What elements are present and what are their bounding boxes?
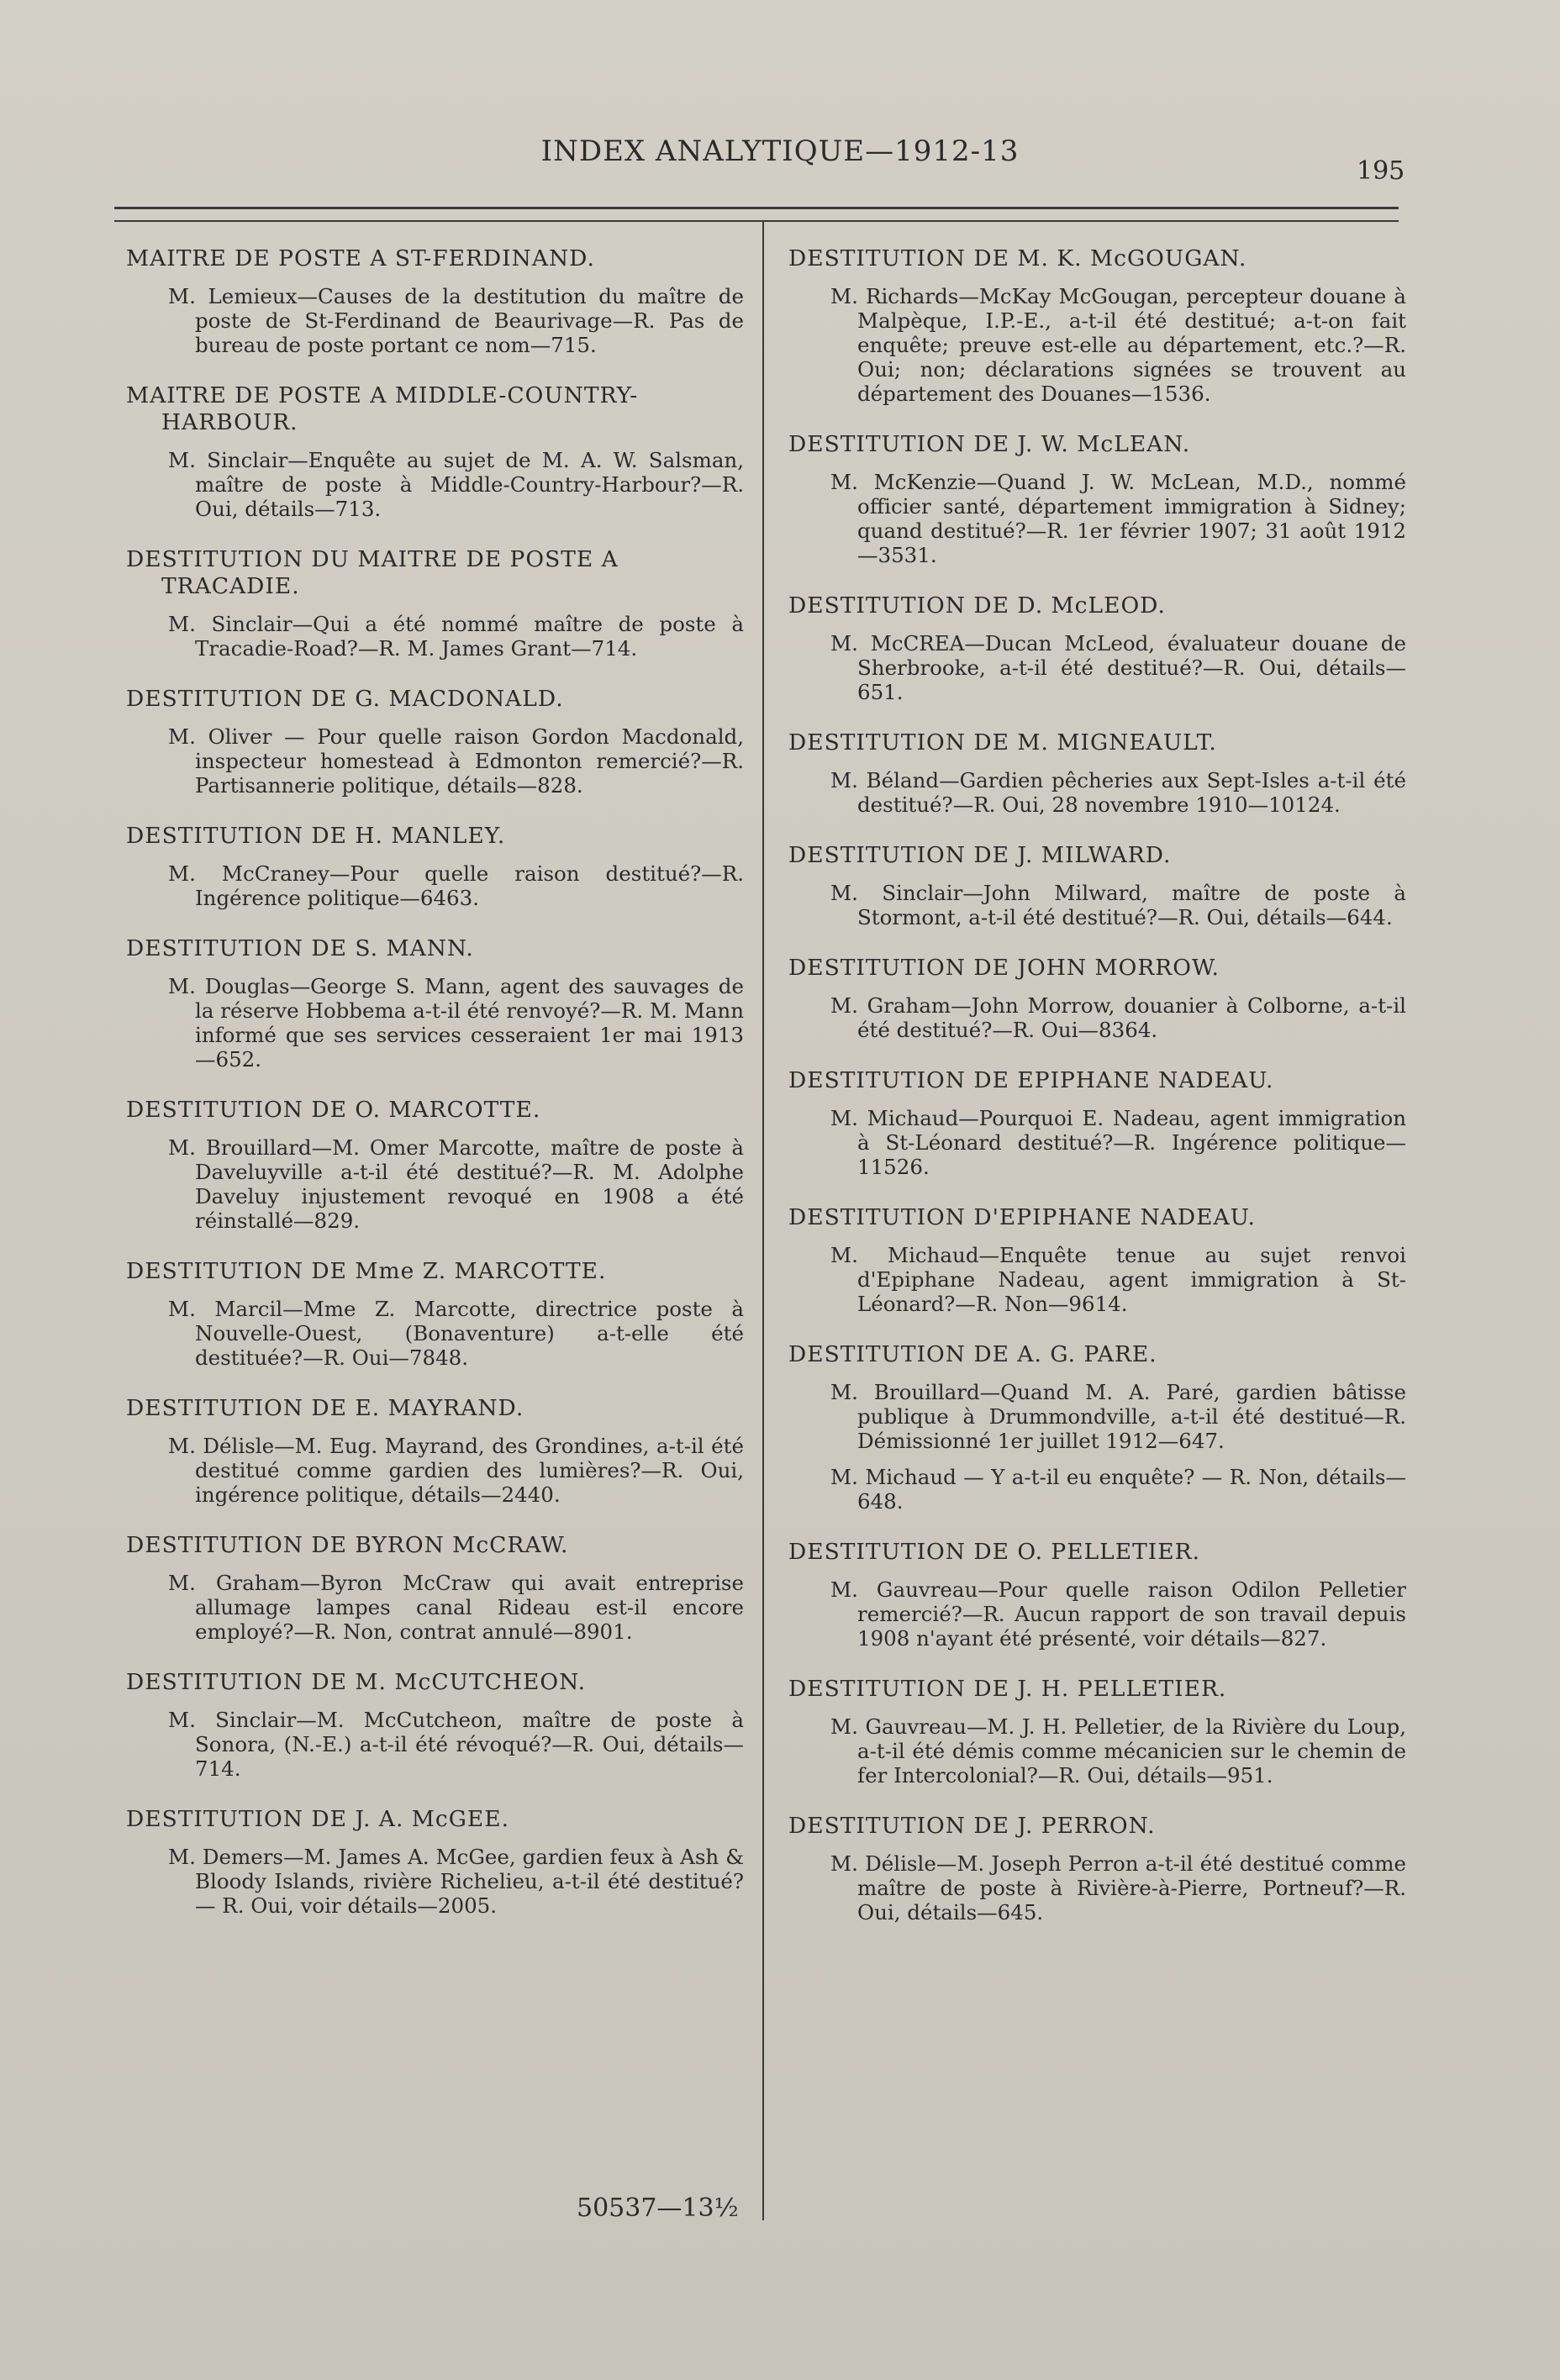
entry-text: M. Michaud—Enquête tenue au sujet renvoi d'Epiphane Nadeau, agent immigration à St-Léonard?—R. Non—9614. bbox=[830, 1243, 1406, 1316]
index-entry bbox=[126, 546, 744, 661]
index-entry bbox=[788, 842, 1406, 929]
index-entry bbox=[126, 1532, 744, 1644]
index-entry bbox=[126, 686, 744, 798]
header-rule bbox=[114, 207, 1399, 209]
left-column bbox=[126, 245, 744, 1943]
entry-text: M. Sinclair—M. McCutcheon, maître de poste à Sonora, (N.-E.) a-t-il été révoqué?—R. Oui, détails—714. bbox=[168, 1708, 744, 1781]
index-entry bbox=[788, 431, 1406, 567]
entry-text: M. Délisle—M. Joseph Perron a-t-il été destitué comme maître de poste à Rivière-à-Pierre, Portneuf?—R. Oui, détails—645. bbox=[830, 1851, 1406, 1925]
entry-text: M. Graham—John Morrow, douanier à Colborne, a-t-il été destitué?—R. Oui—8364. bbox=[830, 993, 1406, 1042]
entry-heading: DESTITUTION DE D. McLEOD. bbox=[788, 592, 1166, 619]
header-rule-secondary bbox=[114, 220, 1399, 222]
entry-text: M. Douglas—George S. Mann, agent des sauvages de la réserve Hobbema a-t-il été renvoyé?—R. M. Mann informé que ses services cesseraient 1er mai 1913—652. bbox=[168, 974, 744, 1072]
index-entry bbox=[788, 1539, 1406, 1651]
entry-text: M. Michaud—Pourquoi E. Nadeau, agent immigration à St-Léonard destitué?—R. Ingérence politique—11526. bbox=[830, 1106, 1406, 1179]
entry-heading: MAITRE DE POSTE A MIDDLE-COUNTRY-HARBOUR. bbox=[126, 382, 639, 435]
index-entry bbox=[788, 592, 1406, 704]
entry-text: M. McCraney—Pour quelle raison destitué?—R. Ingérence politique—6463. bbox=[168, 861, 744, 910]
entry-heading: DESTITUTION DE J. H. PELLETIER. bbox=[788, 1676, 1227, 1702]
entry-heading: DESTITUTION DE G. MACDONALD. bbox=[126, 686, 564, 712]
entry-text: M. Lemieux—Causes de la destitution du maître de poste de St-Ferdinand de Beaurivage—R. Pas de bureau de poste portant ce nom—715. bbox=[168, 284, 744, 357]
entry-text: M. Michaud — Y a-t-il eu enquête? — R. Non, détails—648. bbox=[830, 1465, 1406, 1514]
entry-heading: DESTITUTION DE A. G. PARE. bbox=[788, 1341, 1157, 1367]
entry-text: M. McKenzie—Quand J. W. McLean, M.D., nommé officier santé, département immigration à Sidney; quand destitué?—R. 1er février 1907; 31 août 1912—3531. bbox=[830, 470, 1406, 567]
entry-heading: DESTITUTION DE H. MANLEY. bbox=[126, 823, 506, 849]
entry-text: M. Sinclair—John Milward, maître de poste à Stormont, a-t-il été destitué?—R. Oui, détails—644. bbox=[830, 881, 1406, 929]
entry-heading: DESTITUTION DE J. A. McGEE. bbox=[126, 1806, 510, 1832]
entry-text: M. Oliver — Pour quelle raison Gordon Macdonald, inspecteur homestead à Edmonton remercié?—R. Partisannerie politique, détails—828. bbox=[168, 724, 744, 798]
index-entry bbox=[126, 1395, 744, 1507]
entry-heading: DESTITUTION DE BYRON McCRAW. bbox=[126, 1532, 569, 1558]
index-entry bbox=[126, 1806, 744, 1918]
index-entry bbox=[788, 1067, 1406, 1179]
index-entry bbox=[126, 1258, 744, 1370]
index-entry bbox=[788, 729, 1406, 817]
column-divider bbox=[762, 220, 764, 2220]
entry-heading: DESTITUTION DE J. W. McLEAN. bbox=[788, 431, 1191, 457]
entry-text: M. Gauvreau—Pour quelle raison Odilon Pelletier remercié?—R. Aucun rapport de son travail depuis 1908 n'ayant été présenté, voir détails—827. bbox=[830, 1577, 1406, 1651]
entry-text: M. McCREA—Ducan McLeod, évaluateur douane de Sherbrooke, a-t-il été destitué?—R. Oui, détails—651. bbox=[830, 631, 1406, 704]
entry-heading: DESTITUTION DE JOHN MORROW. bbox=[788, 955, 1220, 981]
entry-heading: DESTITUTION DE J. MILWARD. bbox=[788, 842, 1172, 868]
printer-signature: 50537—13½ bbox=[577, 2193, 739, 2223]
entry-text: M. Délisle—M. Eug. Mayrand, des Grondines, a-t-il été destitué comme gardien des lumières?—R. Oui, ingérence politique, détails—2440. bbox=[168, 1434, 744, 1507]
index-entry bbox=[788, 245, 1406, 406]
running-head: INDEX ANALYTIQUE—1912-13 bbox=[540, 134, 1020, 168]
index-entry bbox=[788, 1341, 1406, 1514]
index-entry bbox=[126, 935, 744, 1072]
entry-text: M. Sinclair—Enquête au sujet de M. A. W. Salsman, maître de poste à Middle-Country-Harbour?—R. Oui, détails—713. bbox=[168, 448, 744, 521]
entry-text: M. Béland—Gardien pêcheries aux Sept-Isles a-t-il été destitué?—R. Oui, 28 novembre 1910—10124. bbox=[830, 768, 1406, 817]
entry-text: M. Marcil—Mme Z. Marcotte, directrice poste à Nouvelle-Ouest, (Bonaventure) a-t-elle été destituée?—R. Oui—7848. bbox=[168, 1297, 744, 1370]
entry-text: M. Sinclair—Qui a été nommé maître de poste à Tracadie-Road?—R. M. James Grant—714. bbox=[168, 612, 744, 661]
entry-heading: DESTITUTION DE Mme Z. MARCOTTE. bbox=[126, 1258, 607, 1284]
index-entry bbox=[126, 823, 744, 910]
entry-heading: DESTITUTION DU MAITRE DE POSTE A TRACADIE. bbox=[126, 546, 619, 599]
entry-text: M. Brouillard—Quand M. A. Paré, gardien bâtisse publique à Drummondville, a-t-il été destitué—R. Démissionné 1er juillet 1912—647. bbox=[830, 1380, 1406, 1453]
entry-text: M. Gauvreau—M. J. H. Pelletier, de la Rivière du Loup, a-t-il été démis comme mécanicien sur le chemin de fer Intercolonial?—R. Oui, détails—951. bbox=[830, 1714, 1406, 1788]
entry-heading: DESTITUTION DE M. K. McGOUGAN. bbox=[788, 245, 1247, 271]
entry-heading: DESTITUTION DE S. MANN. bbox=[126, 935, 474, 961]
entry-text: M. Demers—M. James A. McGee, gardien feux à Ash & Bloody Islands, rivière Richelieu, a-t-il été destitué? — R. Oui, voir détails—2005. bbox=[168, 1845, 744, 1918]
entry-heading: DESTITUTION DE O. PELLETIER. bbox=[788, 1539, 1200, 1565]
index-entry bbox=[126, 382, 744, 521]
index-entry bbox=[788, 1204, 1406, 1316]
entry-heading: DESTITUTION DE M. McCUTCHEON. bbox=[126, 1669, 587, 1695]
index-entry bbox=[788, 955, 1406, 1042]
entry-text: M. Graham—Byron McCraw qui avait entreprise allumage lampes canal Rideau est-il encore employé?—R. Non, contrat annulé—8901. bbox=[168, 1571, 744, 1644]
entry-text: M. Brouillard—M. Omer Marcotte, maître de poste à Daveluyville a-t-il été destitué?—R. M. Adolphe Daveluy injustement revoqué en 1908 a été réinstallé—829. bbox=[168, 1135, 744, 1233]
index-entry bbox=[788, 1813, 1406, 1925]
page-number: 195 bbox=[1357, 156, 1405, 186]
entry-heading: DESTITUTION DE EPIPHANE NADEAU. bbox=[788, 1067, 1274, 1093]
index-entry bbox=[788, 1676, 1406, 1788]
index-entry bbox=[126, 1097, 744, 1233]
entry-heading: DESTITUTION DE J. PERRON. bbox=[788, 1813, 1156, 1839]
index-entry bbox=[126, 245, 744, 357]
entry-heading: DESTITUTION DE E. MAYRAND. bbox=[126, 1395, 524, 1421]
right-column bbox=[788, 245, 1406, 1950]
entry-heading: MAITRE DE POSTE A ST-FERDINAND. bbox=[126, 245, 595, 271]
index-entry bbox=[126, 1669, 744, 1781]
entry-heading: DESTITUTION DE O. MARCOTTE. bbox=[126, 1097, 541, 1123]
entry-heading: DESTITUTION DE M. MIGNEAULT. bbox=[788, 729, 1217, 756]
entry-heading: DESTITUTION D'EPIPHANE NADEAU. bbox=[788, 1204, 1256, 1230]
entry-text: M. Richards—McKay McGougan, percepteur douane à Malpèque, I.P.-E., a-t-il été destitué; a-t-on fait enquête; preuve est-elle au département, etc.?—R. Oui; non; déclarations signées se trouvent au département des Douanes—1536. bbox=[830, 284, 1406, 406]
